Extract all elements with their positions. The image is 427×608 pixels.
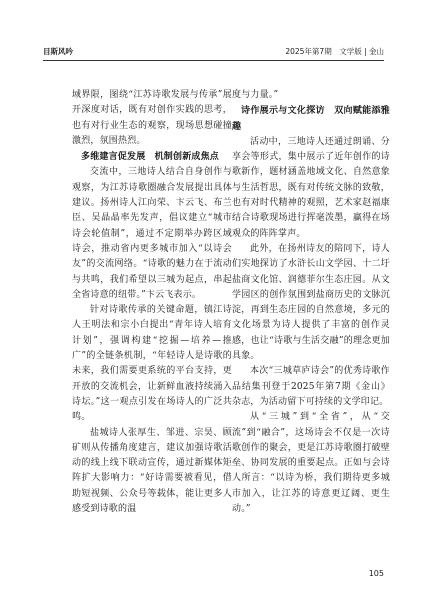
paragraph: 交流中，三地诗人结合自身创作与观察，为江苏诗歌圈融合发展提出具体建议。扬州诗人江向荣、卞云飞、布兰臣、吴晶晶率先发声，倡议建立“城市诗会轮值制”，通过不定期举办跨区域诗会，推动省内更多城市加入“以诗会友”的交流网络。“诗歌的魅力在于流动与共鸣，我们希望以三城为起点，串起全省诗意的纽带。”卞云飞表示。: [72, 167, 232, 300]
section-heading: 多维建言促发展 机制创新成焦点: [81, 152, 220, 163]
page-number: 105: [368, 569, 384, 578]
column-name: 目斯风吟: [43, 47, 73, 56]
paragraph: 此外，在扬州诗友的陪同下，诗人们实地探访了水浒长山文学园、十二圩盐商文化馆、润德菲尔生态庄园。从文学园区的创作氛围到盐商历史的文脉沉淀，再到生态庄园的自然意境，多元的文化场景为诗人提供了丰富的创作灵感，也让“诗歌与生活交融”的理念更加具象。: [232, 243, 390, 362]
paragraph: 域界限，图绕“江苏诗歌发展与传承”展开深度对话，既有对创作实践的思考，也有对行业生态的观察，现场思想碰撞激烈，氛围热烈。: [72, 90, 232, 146]
paragraph: 盐城诗人张厚生、邹进、宗昊、顾矿则从传播角度建言，建议加强诗歌活动的线上线下联动宣传，通过新媒体矩阵扩大影响力：“好诗需要被看见，借助短视频、公众号等载体，能让更多人感受到诗歌的温: [72, 427, 232, 515]
issue-info: 2025年第7期 文学版 | 金山: [285, 47, 384, 56]
paragraph: 针对诗歌传承的关键命题，镇江诗人王明法和宗小白提出“青年诗人培育计划”，强调构建“挖掘—培养—推广”的全链条机制，“年轻诗人是诗歌的未来，我们需要更系统的平台支持，更开放的交流机会，让新鲜血液持续涌入诗坛。”这一观点引发在场诗人的广泛共鸣。: [72, 305, 232, 423]
paragraph: 度与力量。”: [232, 90, 279, 100]
paragraph: 活动中，三地诗人还通过朗诵、分享会等形式，集中展示了近年创作的诗歌新作，题材涵盖地域文化、自然意象与生活哲思，既有对传统文脉的致敬，也有对时代精神的观照，艺术家赵福康结合诗歌现场进行挥毫泼墨，赢得在场观众的阵阵掌声。: [232, 136, 390, 239]
paragraph: 从“三城”到“全省”，从“交流”到“融合”，这场诗会不仅是一次诗歌创作的聚会，更是江苏诗歌圈打破壁垒、协同发展的重要起点。正如与会诗人所言：“以诗为桥，我们期待更多城市加入，让江苏的诗意更辽阔、更生动。”: [232, 412, 390, 515]
section-heading: 诗作展示与文化探访 双向赋能添雅趣: [232, 106, 390, 132]
paragraph: 本次“三城草庐诗会”的优秀诗歌作品结集刊登于2025年第7期《金山》杂志，为活动留下可持续的文学印记。: [232, 366, 390, 407]
right-column: [232, 88, 390, 517]
left-column: [72, 88, 232, 517]
page-header: [43, 44, 384, 61]
